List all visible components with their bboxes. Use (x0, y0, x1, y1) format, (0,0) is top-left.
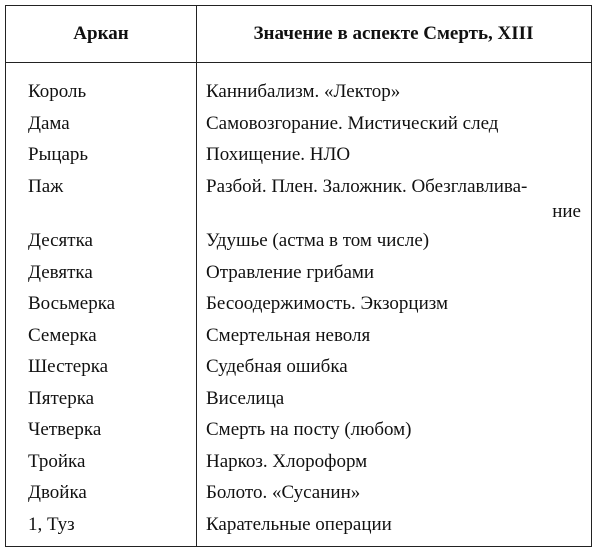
meaning-cell (196, 446, 591, 478)
table-body (6, 76, 591, 540)
table-row (6, 320, 591, 352)
meaning-cell (196, 477, 591, 509)
arcana-cell: Паж (28, 175, 64, 197)
arcana-cell: Король (28, 81, 87, 102)
meaning-text: Наркоз. Хлороформ (206, 450, 368, 472)
meaning-cell (196, 225, 591, 257)
arcana-cell: Шестерка (28, 356, 109, 377)
meaning-text: Удушье (астма в том числе) (206, 230, 430, 251)
arcana-cell: Четверка (28, 419, 102, 440)
arcana-cell: Рыцарь (28, 144, 89, 165)
arcana-cell: Десятка (28, 230, 93, 251)
meaning-text: Судебная ошибка (206, 356, 348, 377)
arcana-cell: Девятка (28, 261, 93, 283)
header-meaning: Значение в аспекте Смерть, XIII (253, 23, 534, 44)
table-row (6, 414, 591, 446)
meaning-cell (196, 509, 591, 541)
table-row (6, 108, 591, 140)
arcana-table (5, 5, 592, 547)
table-row (6, 257, 591, 289)
meaning-cell (196, 351, 591, 383)
meaning-text: Разбой. Плен. Заложник. Обезглавлива- (206, 175, 528, 197)
arcana-cell: Семерка (28, 324, 97, 346)
meaning-text: Смертельная неволя (206, 324, 371, 346)
meaning-text: Бесоодержимость. Экзорцизм (206, 293, 449, 314)
meaning-text: Самовозгорание. Мистический след (206, 112, 499, 134)
meaning-text: Каннибализм. «Лектор» (206, 81, 401, 102)
meaning-cell (196, 288, 591, 320)
arcana-cell: Тройка (28, 450, 86, 472)
table-row (6, 225, 591, 257)
meaning-cell (196, 414, 591, 446)
meaning-text: Похищение. НЛО (206, 144, 351, 165)
meaning-cell (196, 139, 591, 171)
meaning-cell (196, 383, 591, 415)
table-row (6, 139, 591, 171)
arcana-cell: Восьмерка (28, 293, 116, 314)
meaning-cell (196, 171, 591, 226)
table-row (6, 509, 591, 541)
table-row (6, 171, 591, 226)
arcana-cell: Дама (28, 112, 70, 134)
meaning-cell (196, 257, 591, 289)
meaning-cell (196, 76, 591, 108)
table-row (6, 351, 591, 383)
meaning-text: Отравление грибами (206, 261, 375, 283)
arcana-cell: Двойка (28, 482, 87, 503)
table-row (6, 383, 591, 415)
meaning-text: Виселица (206, 387, 285, 409)
arcana-cell: Пятерка (28, 387, 95, 409)
table-row (6, 446, 591, 478)
header-arcana: Аркан (73, 23, 129, 44)
table-row (6, 76, 591, 108)
arcana-cell: 1, Туз (28, 513, 75, 535)
table-row (6, 477, 591, 509)
table-row (6, 288, 591, 320)
header-divider (6, 62, 591, 63)
meaning-text: Болото. «Сусанин» (206, 482, 361, 503)
meaning-cell (196, 320, 591, 352)
meaning-cell (196, 108, 591, 140)
meaning-text: Смерть на посту (любом) (206, 419, 412, 440)
meaning-text-continuation: ние (552, 201, 581, 222)
meaning-text: Карательные операции (206, 513, 392, 535)
